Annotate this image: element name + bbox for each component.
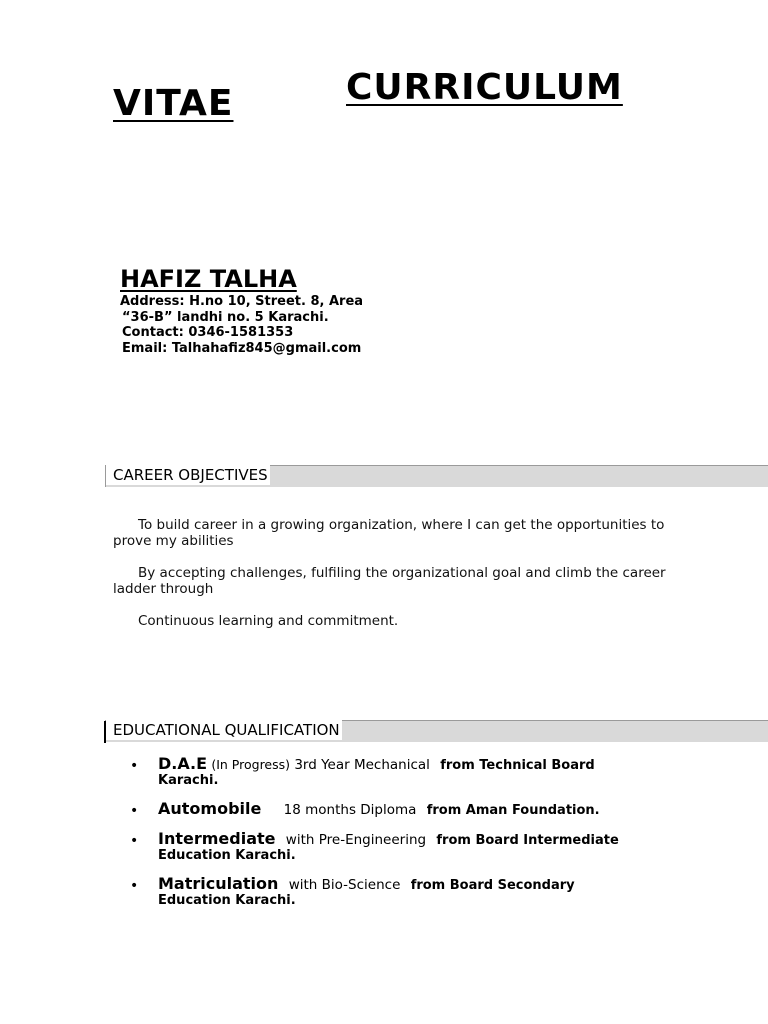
education-list (130, 756, 650, 921)
degree-title: Intermediate (158, 829, 276, 848)
list-item (130, 801, 650, 818)
career-objectives-heading: CAREER OBJECTIVES (106, 465, 270, 485)
applicant-name: HAFIZ TALHA (120, 265, 297, 293)
career-objectives-heading-bar (105, 465, 768, 487)
degree-board: from Board Secondary Education Karachi. (158, 878, 575, 908)
degree-detail: with Pre-Engineering (285, 832, 427, 848)
contact-email: Email: Talhahafiz845@gmail.com (122, 340, 362, 356)
objective-paragraph: Continuous learning and commitment. (138, 613, 399, 629)
bullet-icon: • (130, 878, 139, 894)
list-item (130, 756, 650, 788)
contact-block (120, 264, 363, 356)
degree-title: Automobile (158, 799, 262, 818)
degree-title: Matriculation (158, 874, 279, 893)
bullet-icon: • (130, 758, 139, 774)
degree-title: D.A.E (158, 754, 208, 773)
list-item (130, 831, 650, 863)
education-heading-bar (105, 720, 768, 742)
objective-paragraph: To build career in a growing organization, where I can get the opportunities to prove my abilities (113, 517, 665, 549)
education-heading: EDUCATIONAL QUALIFICATION (106, 720, 342, 740)
objective-paragraph: By accepting challenges, fulfiling the organizational goal and climb the career ladder through (113, 565, 666, 597)
title-vitae: VITAE (113, 83, 234, 124)
degree-board: from Technical Board Karachi. (158, 758, 595, 788)
degree-board: from Board Intermediate Education Karachi. (158, 833, 619, 863)
degree-board: from Aman Foundation. (426, 803, 600, 818)
degree-detail: with Bio-Science (288, 877, 401, 893)
address-line-1: Address: H.no 10, Street. 8, Area (120, 294, 364, 309)
degree-detail: 3rd Year Mechanical (294, 757, 430, 773)
title-curriculum: CURRICULUM (346, 67, 623, 108)
degree-detail: 18 months Diploma (283, 802, 417, 818)
contact-phone: Contact: 0346-1581353 (122, 325, 294, 340)
list-item (130, 876, 650, 908)
degree-status: (In Progress) (211, 757, 291, 772)
address-line-2: “36-B” landhi no. 5 Karachi. (122, 309, 329, 325)
bullet-icon: • (130, 803, 139, 819)
career-objectives-text (113, 517, 673, 645)
bullet-icon: • (130, 833, 139, 849)
